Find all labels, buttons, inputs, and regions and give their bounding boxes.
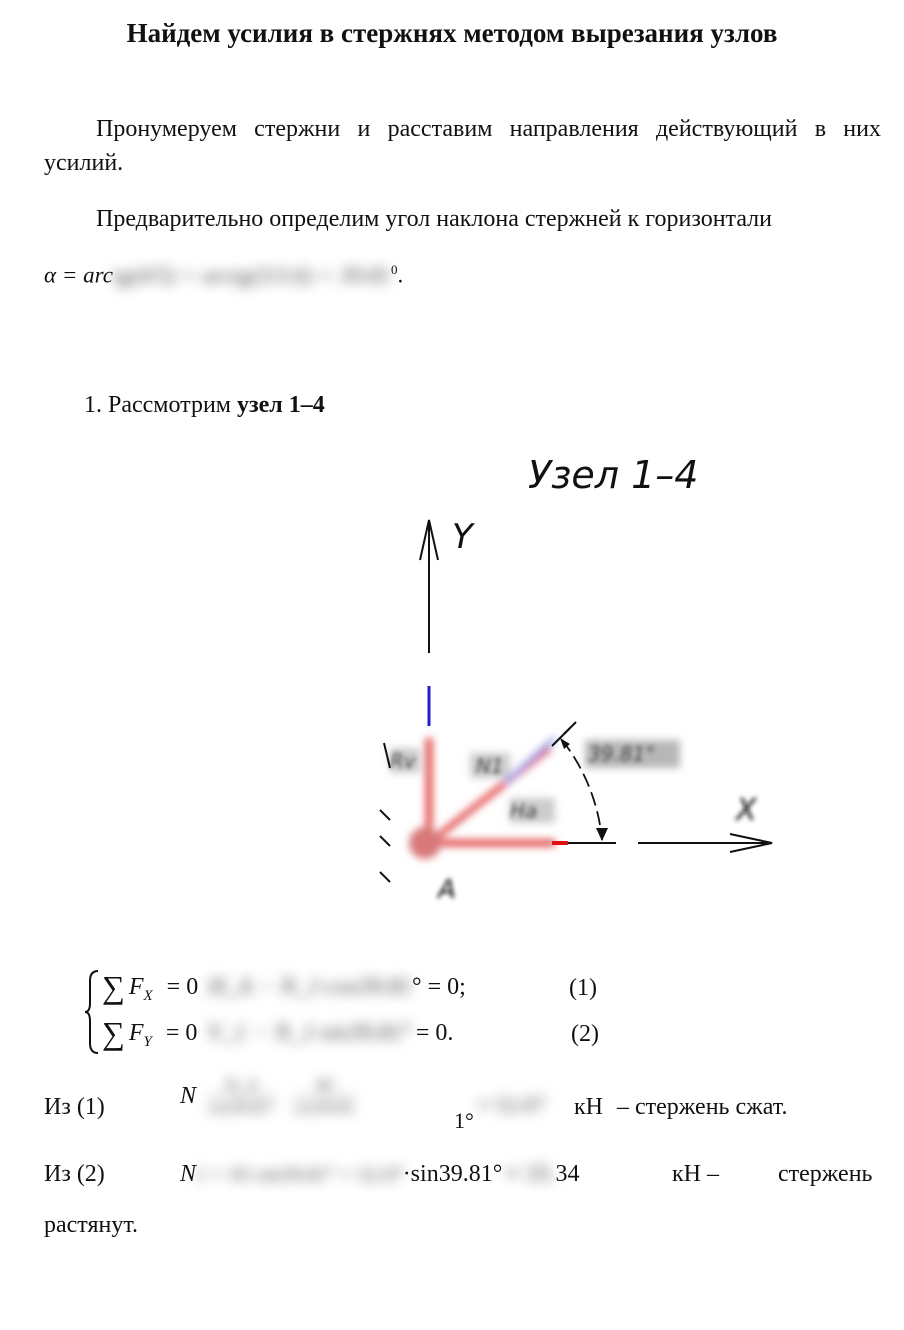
force-symbol: F	[128, 1020, 144, 1046]
step-heading-bold: узел 1–4	[237, 392, 325, 418]
step-heading-text: 1. Рассмотрим	[84, 392, 237, 418]
result-2-formula	[180, 1157, 579, 1192]
result-2-continuation: растянут.	[44, 1212, 139, 1238]
fraction-2-denominator: cos39.81	[293, 1098, 355, 1117]
equation-1	[102, 969, 466, 1006]
result-2-word: стержень	[778, 1161, 873, 1187]
y-axis-label: Y	[452, 517, 473, 557]
sum-symbol: ∑	[102, 969, 125, 1005]
angle-formula-end: .	[397, 262, 404, 288]
result-2-blurred: 1 = N1·sin39.81° = 52.07	[196, 1164, 403, 1186]
equation-2-tail: = 0.	[415, 1020, 454, 1046]
fraction-1-numerator: H_A	[208, 1074, 276, 1097]
angle-formula-blurred: tg(4/5) = arctg(3/3.6) = 39.81	[112, 262, 391, 288]
force-symbol: F	[128, 974, 144, 1000]
x-axis-label: X	[736, 793, 757, 828]
force-subscript: X	[143, 988, 153, 1004]
paragraph-angle-intro: Предварительно определим угол наклона стержней к горизонтали	[96, 206, 772, 232]
result-1-formula	[180, 1074, 361, 1119]
result-2-label: Из (2)	[44, 1161, 105, 1187]
fraction-2-numerator: 40	[294, 1074, 355, 1097]
paragraph-numbering: Пронумеруем стержни и расставим направления действующий в них усилий.	[44, 116, 881, 176]
equation-1-tail: ° = 0;	[411, 974, 466, 1000]
result-2-value-tail: 34	[555, 1161, 580, 1187]
node-diagram	[370, 448, 800, 908]
sum-symbol: ∑	[102, 1015, 125, 1051]
force-label-ha: Ha	[510, 799, 538, 823]
force-label-rv: Rv	[390, 749, 416, 773]
equation-1-blurred: H_A − N_1·cos39.81	[208, 974, 412, 1000]
equation-1-number: (1)	[569, 975, 597, 1001]
result-1-unit: кН	[574, 1094, 603, 1120]
support-hatching	[380, 743, 390, 882]
step-heading	[84, 388, 325, 422]
angle-arc-arrow-bottom	[596, 828, 608, 841]
fraction-1-denominator: cos39.81°	[208, 1098, 276, 1117]
diagram-caption: Узел 1–4	[528, 453, 699, 497]
result-1-conclusion: – стержень сжат.	[617, 1094, 788, 1120]
system-brace	[84, 969, 100, 1055]
result-2-blurred-value: ≈ 33.	[506, 1161, 556, 1187]
angle-formula-left: α = arc	[44, 262, 113, 288]
result-1-label: Из (1)	[44, 1094, 105, 1120]
page-title: Найдем усилия в стержнях методом вырезания узлов	[126, 18, 778, 48]
equation-2	[102, 1015, 453, 1052]
result-2-unit: кН –	[672, 1161, 719, 1187]
angle-label: 39.81°	[588, 742, 656, 766]
result-1-blurred-value: ≈ 52.07	[478, 1092, 546, 1117]
result-2-visible: ·sin39.81°	[402, 1161, 503, 1187]
equation-2-number: (2)	[571, 1021, 599, 1047]
degree-superscript: 0	[390, 262, 398, 277]
member-tick	[564, 722, 576, 734]
force-label-n1: N1	[476, 754, 504, 778]
force-subscript: Y	[143, 1034, 152, 1050]
node-diagram-svg	[370, 448, 800, 908]
point-a-label: A	[438, 875, 456, 905]
equation-system	[84, 965, 644, 1057]
angle-formula	[44, 262, 403, 289]
result-1-text	[574, 1090, 787, 1124]
result-2-n: N	[180, 1161, 197, 1187]
equals-zero: = 0	[165, 1020, 198, 1046]
equals-zero: = 0	[166, 974, 199, 1000]
result-1-n: N	[180, 1083, 197, 1109]
equation-2-blurred: V_1 − N_1·sin39.81°	[207, 1020, 412, 1046]
result-1-den-tail: 1°	[454, 1108, 474, 1133]
